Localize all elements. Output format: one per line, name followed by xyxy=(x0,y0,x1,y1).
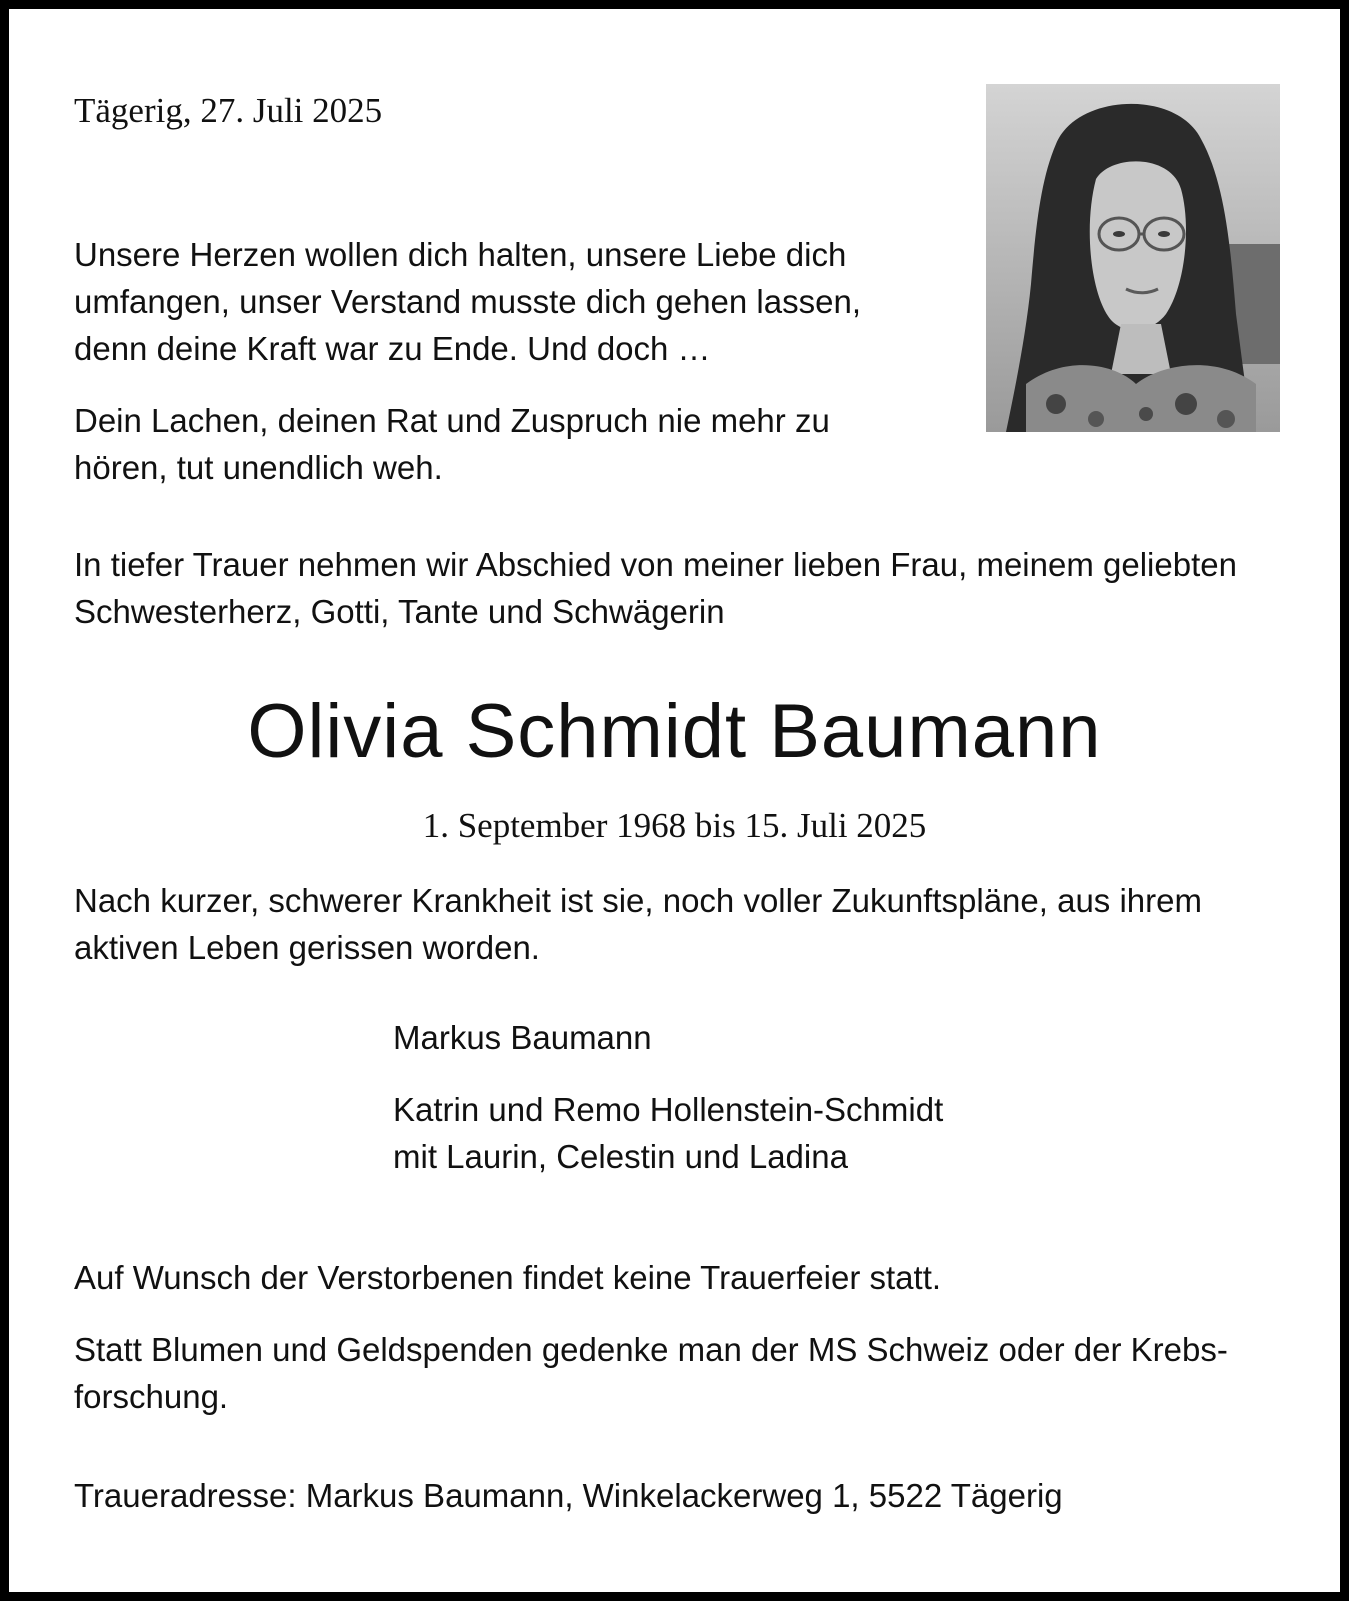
poem-line: Unsere Herzen wollen dich halten, unsere Liebe dich xyxy=(74,236,847,273)
deceased-name: Olivia Schmidt Baumann xyxy=(247,689,1102,774)
portrait-photo-art xyxy=(986,84,1280,432)
poem-line: umfangen, unser Verstand musste dich gehen lassen, xyxy=(74,283,861,320)
mourner-name: Markus Baumann xyxy=(393,1019,652,1056)
donations-line: forschung. xyxy=(74,1378,229,1415)
ceremony-note: Auf Wunsch der Verstorbenen findet keine Trauerfeier statt. xyxy=(74,1259,942,1296)
circumstance-line: Nach kurzer, schwerer Krankheit ist sie, noch voller Zukunftspläne, aus ihrem xyxy=(74,882,1202,919)
intro-line: Schwesterherz, Gotti, Tante und Schwägerin xyxy=(74,593,725,630)
poem-line: hören, tut unendlich weh. xyxy=(74,449,443,486)
mourning-address: Traueradresse: Markus Baumann, Winkelackerweg 1, 5522 Tägerig xyxy=(74,1477,1063,1514)
intro-line: In tiefer Trauer nehmen wir Abschied von meiner lieben Frau, meinem geliebten xyxy=(74,546,1237,583)
donations-line: Statt Blumen und Geldspenden gedenke man der MS Schweiz oder der Krebs- xyxy=(74,1331,1228,1368)
mourner-name: Katrin und Remo Hollenstein-Schmidt xyxy=(393,1091,944,1128)
poem-line: Dein Lachen, deinen Rat und Zuspruch nie mehr zu xyxy=(74,402,830,439)
place-date: Tägerig, 27. Juli 2025 xyxy=(74,91,383,130)
mourner-name: mit Laurin, Celestin und Ladina xyxy=(393,1138,848,1175)
portrait-photo-icon xyxy=(986,84,1280,432)
circumstance-line: aktiven Leben gerissen worden. xyxy=(74,929,540,966)
life-dates: 1. September 1968 bis 15. Juli 2025 xyxy=(422,806,927,845)
poem-line: denn deine Kraft war zu Ende. Und doch … xyxy=(74,330,711,367)
